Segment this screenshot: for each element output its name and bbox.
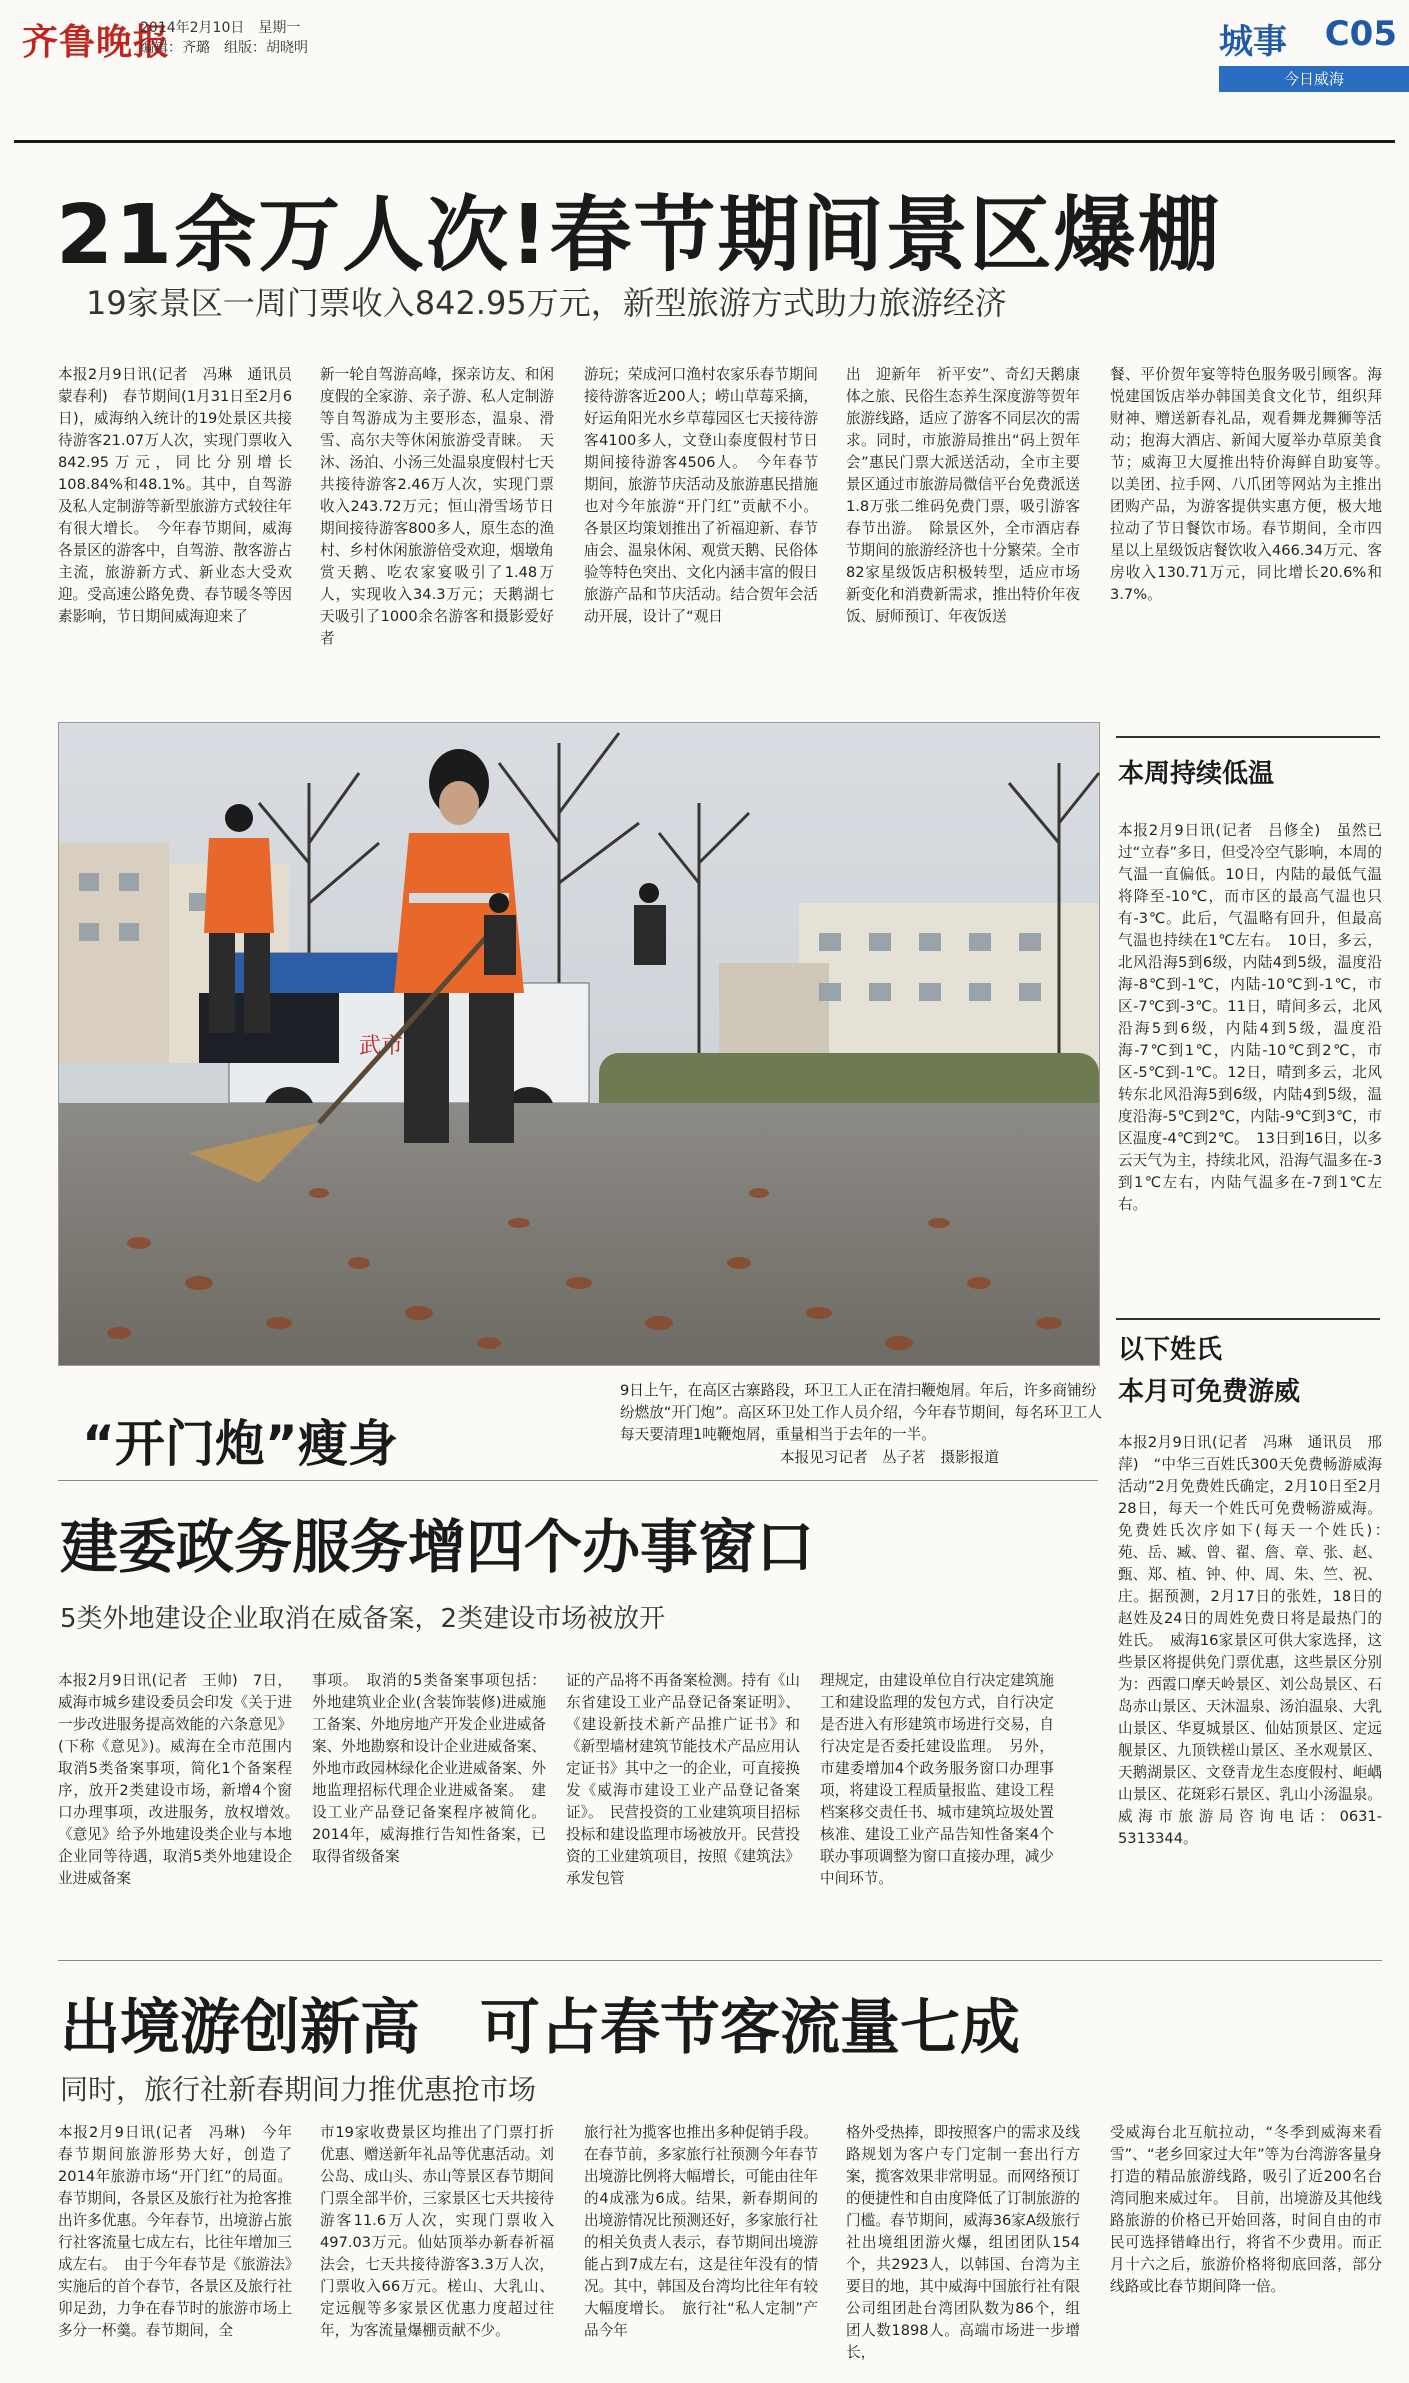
story2-col1: 本报2月9日讯(记者 王帅) 7日，威海市城乡建设委员会印发《关于进一步改进服务提高效能的六条意见》(下称《意见》)。威海在全市范围内取消5类备案事项，简化1个备案程序，放开2类建设市场，新增4个窗口办理事项，改进服务，放权增效。 《意见》给予外地建设类企业与本地企业同等待遇，取消5类外地建设企业进威备案: [58, 1672, 307, 1887]
story3-rule: [58, 1960, 1382, 1961]
story3-col5: 受威海台北互航拉动，“冬季到威海来看雪”、“老乡回家过大年”等为台湾游客量身打造的精品旅游线路，吸引了近200名台湾同胞来威过年。 目前，出境游及其他线路旅游的价格已开始回落，时间自由的市民可选择错峰出行，将省不少费用。而正月十六之后，旅游价格将彻底回落，部分线路或比春节期间降一倍。: [1110, 2124, 1382, 2295]
story2-subhead: 5类外地建设企业取消在威备案，2类建设市场被放开: [60, 1604, 666, 1634]
street-sweeping-photo: [58, 722, 1100, 1366]
weather-headline: 本周持续低温: [1118, 759, 1275, 789]
story3-col2: 市19家收费景区均推出了门票打折优惠、赠送新年礼品等优惠活动。刘公岛、成山头、赤山等景区春节期间门票全部半价，三家景区七天共接待游客11.6万人次，实现门票收入497.03万元。仙姑顶举办新春祈福法会，七天共接待游客3.3万人次，门票收入66万元。槎山、大乳山、定远舰等多家景区优惠力度超过往年，为客流量爆棚贡献不少。: [320, 2124, 554, 2339]
story3-subhead: 同时，旅行社新春期间力推优惠抢市场: [60, 2073, 537, 2106]
story1-subhead: 19家景区一周门票收入842.95万元，新型旅游方式助力旅游经济: [86, 284, 1007, 322]
story1-col3: 游玩；荣成河口渔村农家乐春节期间接待游客近200人；崂山草莓采摘，好运角阳光水乡草莓园区七天接待游客4100多人，文登山泰度假村节日期间接待游客4506人。 今年春节期间，旅游节庆活动及旅游惠民措施也对今年旅游“开门红”贡献不小。各景区均策划推出了祈福迎新、春节庙会、温泉休闲、观赏天鹅、民俗体验等特色突出、文化内涵丰富的假日旅游产品和节庆活动。结合贺年会活动开展，设计了“观日: [584, 366, 818, 625]
free-travel-headline-1: 以下姓氏: [1118, 1335, 1223, 1365]
free-travel-rule: [1116, 1318, 1380, 1320]
weather-body: 本报2月9日讯(记者 吕修全) 虽然已过“立春”多日，但受冷空气影响，本周的气温一直偏低。10日，内陆的最低气温将降至-10℃，而市区的最高气温也只有-3℃。此后，气温略有回升，但最高气温也持续在1℃左右。 10日，多云，北风沿海5到6级，内陆4到5级，温度沿海-8℃到-1℃，内陆-10℃到-1℃，市区-7℃到-3℃。11日，晴间多云，北风沿海5到6级，内陆4到5级，温度沿海-7℃到1℃，内陆-10℃到2℃，市区-5℃到-1℃。12日，晴到多云，北风转东北风沿海5到6级，内陆4到5级，温度沿海-5℃到2℃，内陆-9℃到3℃，市区温度-4℃到2℃。 13日到16日，以多云天气为主，持续北风，沿海气温多在-3到1℃左右，内陆气温多在-7到1℃左右。: [1118, 822, 1382, 1213]
free-travel-headline-2: 本月可免费游威: [1118, 1377, 1301, 1407]
section-name: 城事: [1219, 22, 1287, 62]
story2-headline: 建委政务服务增四个办事窗口: [60, 1513, 815, 1581]
page-code: C05: [1324, 14, 1397, 54]
story2-col2: 事项。 取消的5类备案事项包括：外地建筑业企业(含装饰装修)进威施工备案、外地房地产开发企业进威备案、外地勘察和设计企业进威备案、外地市政园林绿化企业进威备案、外地监理招标代理企业进威备案。 建设工业产品登记备案程序被简化。2014年，威海推行告知性备案，已取得省级备案: [312, 1672, 546, 1865]
story3-col4: 格外受热捧，即按照客户的需求及线路规划为客户专门定制一套出行方案，揽客效果非常明显。而网络预订的便捷性和自由度降低了订制旅游的门槛。春节期间，威海36家A级旅行社出境组团游火爆，组团团队154个，共2923人，以韩国、台湾为主要目的地，其中威海中国旅行社有限公司组团赴台湾团队数为86个，组团人数1898人。高端市场进一步增长，: [846, 2124, 1080, 2361]
story2-col3: 证的产品将不再备案检测。持有《山东省建设工业产品登记备案证明》、《建设新技术新产品推广证书》和《新型墙材建筑节能技术产品应用认定证书》其中之一的企业，可直接换发《威海市建设工业产品登记备案证》。 民营投资的工业建筑项目招标投标和建设监理市场被放开。民营投资的工业建筑项目，按照《建筑法》承发包管: [566, 1672, 800, 1887]
story2-rule: [58, 1480, 1098, 1481]
photo-credit: 本报见习记者 丛子茗 摄影报道: [780, 1449, 999, 1466]
story3-col1: 本报2月9日讯(记者 冯琳) 今年春节期间旅游形势大好，创造了2014年旅游市场“开门红”的局面。春节期间，各景区及旅行社为抢客推出许多优惠。今年春节，出境游占旅行社客流量七成左右，比往年增加三成左右。 由于今年春节是《旅游法》实施后的首个春节，各景区及旅行社卯足劲，力争在春节时的旅游市场上多分一杯羹。春节期间，全: [58, 2124, 292, 2339]
story1-col2: 新一轮自驾游高峰，探亲访友、和闲度假的全家游、亲子游、私人定制游等自驾游成为主要形态，温泉、滑雪、高尔夫等休闲旅游受青睐。 天沐、汤泊、小汤三处温泉度假村七天共接待游客2.46万人次，实现门票收入243.72万元；恒山滑雪场节日期间接待游客800多人，原生态的渔村、乡村休闲旅游倍受欢迎，烟墩角赏天鹅、吃农家宴吸引了1.48万人，实现收入34.3万元；天鹅湖七天吸引了1000余名游客和摄影爱好者: [320, 366, 554, 647]
truck-text: 武市: [359, 1034, 404, 1059]
newspaper-logo: 齐鲁晚报: [22, 21, 171, 63]
photo-headline: “开门炮”瘦身: [82, 1415, 398, 1473]
section-tab: [1219, 14, 1409, 88]
photo-illustration: [59, 723, 1099, 1365]
section-subtitle: 今日威海: [1219, 66, 1409, 92]
story1-col4: 出 迎新年 祈平安”、奇幻天鹅康体之旅、民俗生态养生深度游等贺年旅游线路，适应了游客不同层次的需求。同时，市旅游局推出“码上贺年会”惠民门票大派送活动，全市主要景区通过市旅游局微信平台免费派送1.8万张二维码免费门票，吸引游客春节出游。 除景区外，全市酒店春节期间的旅游经济也十分繁荣。全市82家星级饭店积极转型，适应市场新变化和消费新需求，推出特价年夜饭、厨师预订、年夜饭送: [846, 366, 1080, 625]
story1-headline: 21余万人次!春节期间景区爆棚: [56, 188, 1222, 283]
story3-col3: 旅行社为揽客也推出多种促销手段。在春节前，多家旅行社预测今年春节出境游比例将大幅增长，可能由往年的4成涨为6成。结果，新春期间的出境游情况比预测还好，多家旅行社的相关负责人表示，春节期间出境游能占到7成左右，这是往年没有的情况。其中，韩国及台湾均比往年有较大幅度增长。 旅行社“私人定制”产品今年: [584, 2124, 818, 2339]
weather-rule: [1116, 736, 1380, 738]
editor-line: 编辑：齐璐 组版：胡晓明: [140, 40, 308, 56]
masthead-info: [140, 18, 308, 58]
story3-headline: 出境游创新高 可占春节客流量七成: [60, 1993, 1020, 2063]
date-line: 2014年2月10日 星期一: [140, 20, 301, 36]
story1-col5: 餐、平价贺年宴等特色服务吸引顾客。海悦建国饭店举办韩国美食文化节，组织拜财神、赠送新春礼品，观看舞龙舞狮等活动；抱海大酒店、新闻大厦举办草原美食节；威海卫大厦推出特价海鲜自助宴等。 以美团、拉手网、八爪团等网站为主推出团购产品，为游客提供实惠方便，极大地拉动了节日餐饮市场。春节期间，全市四星以上星级饭店餐饮收入466.34万元、客房收入130.71万元，同比增长20.6%和3.7%。: [1110, 366, 1397, 603]
free-travel-body: 本报2月9日讯(记者 冯琳 通讯员 邢萍) “中华三百姓氏300天免费畅游威海活动”2月免费姓氏确定，2月10日至2月28日，每天一个姓氏可免费畅游威海。免费姓氏次序如下(每天一个姓氏)： 苑、岳、臧、曾、翟、詹、章、张、赵、甄、郑、植、钟、仲、周、朱、竺、祝、庄。据预测，2月17日的张姓，18日的赵姓及24日的周姓免费日将是最热门的姓氏。 威海16家景区可供大家选择，这些景区将提供免门票优惠，这些景区分别为：西霞口摩天岭景区、刘公岛景区、石岛赤山景区、天沐温泉、汤泊温泉、大乳山景区、华夏城景区、仙姑顶景区、定远舰景区、九顶铁槎山景区、圣水观景区、天鹅湖景区、文登青龙生态度假村、岠嵎山景区、花斑彩石景区、乳山小汤温泉。威海市旅游局咨询电话：0631-5313344。: [1118, 1434, 1397, 1847]
story1-col1: 本报2月9日讯(记者 冯琳 通讯员 蒙春利) 春节期间(1月31日至2月6日)，威海纳入统计的19处景区共接待游客21.07万人次，实现门票收入842.95万元，同比分别增长108.84%和48.1%。其中，自驾游及私人定制游等新型旅游方式较往年有很大增长。 今年春节期间，威海各景区的游客中，自驾游、散客游占主流，旅游新方式、新业态大受欢迎。受高速公路免费、春节暖冬等因素影响，节日期间威海迎来了: [58, 366, 307, 625]
story2-col4: 理规定，由建设单位自行决定建筑施工和建设监理的发包方式，自行决定是否进入有形建筑市场进行交易，自行决定是否委托建设监理。 另外，市建委增加4个政务服务窗口办理事项，将建设工程质量报监、建设工程档案移交责任书、城市建筑垃圾处置核准、建设工业产品告知性备案4个联办事项调整为窗口直接办理，减少中间环节。: [820, 1672, 1054, 1887]
top-rule: [14, 140, 1395, 143]
photo-caption: 9日上午，在高区古寨路段，环卫工人正在清扫鞭炮屑。年后，许多商铺纷纷燃放“开门炮”。高区环卫处工作人员介绍，今年春节期间，每名环卫工人每天要清理1吨鞭炮屑，重量相当于去年的一半。: [620, 1382, 1103, 1443]
